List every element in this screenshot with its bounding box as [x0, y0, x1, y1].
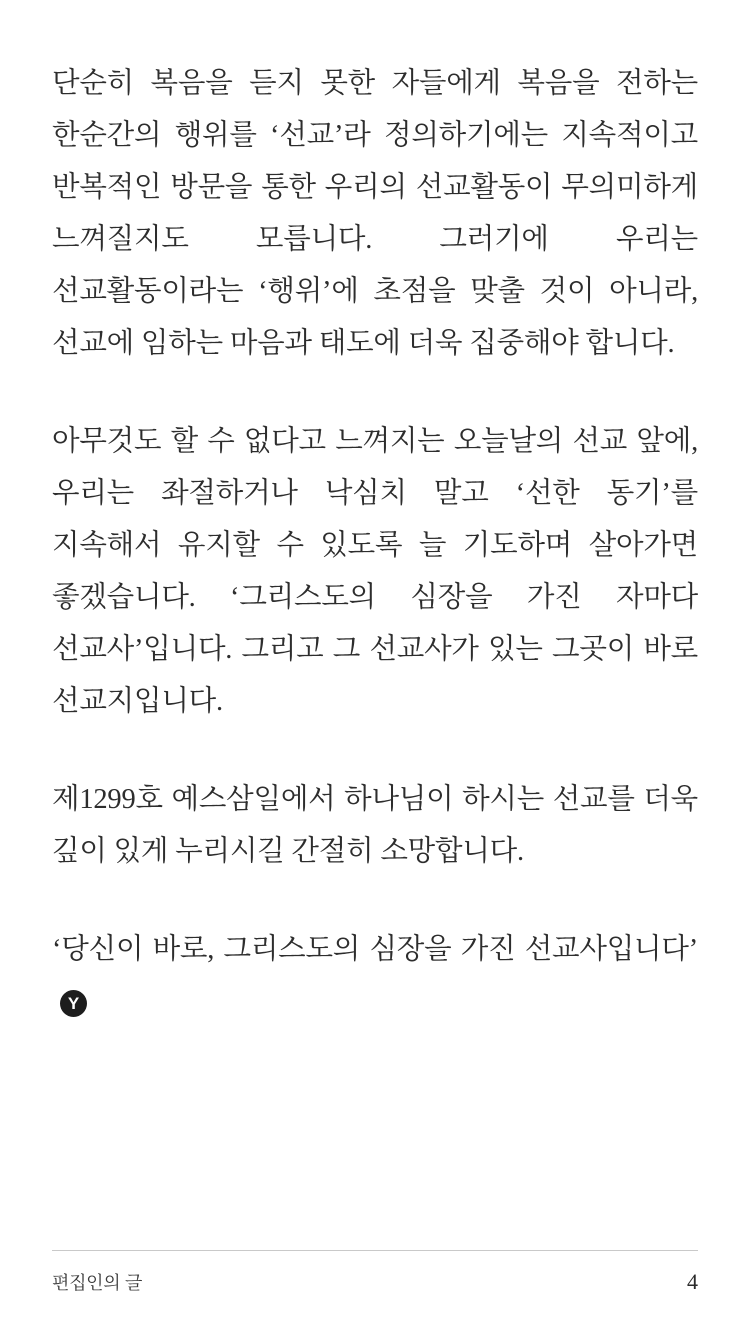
paragraph-1: 단순히 복음을 듣지 못한 자들에게 복음을 전하는 한순간의 행위를 ‘선교’라 정의하기에는 지속적이고 반복적인 방문을 통한 우리의 선교활동이 무의미하게 느껴질지도 모릅니다. 그러기에 우리는 선교활동이라는 ‘행위’에 초점을 맞출 것이 아니라, 선교에 임하는 마음과 태도에 더욱 집중해야 합니다. — [52, 68, 698, 359]
page-footer — [52, 1250, 698, 1310]
paragraph-2: 아무것도 할 수 없다고 느껴지는 오늘날의 선교 앞에, 우리는 좌절하거나 낙심치 말고 ‘선한 동기’를 지속해서 유지할 수 있도록 늘 기도하며 살아가면 좋겠습니다. ‘그리스도의 심장을 가진 자마다 선교사’입니다. 그리고 그 선교사가 있는 그곳이 바로 선교지입니다. — [52, 426, 698, 717]
paragraph-4 — [52, 924, 698, 1028]
footer-row — [52, 1269, 698, 1295]
paragraph-4-text: ‘당신이 바로, 그리스도의 심장을 가진 선교사입니다’ — [52, 934, 698, 965]
footer-page-number: 4 — [687, 1269, 698, 1294]
end-mark-icon: Y — [60, 990, 87, 1017]
article-body — [52, 58, 698, 1028]
paragraph-3: 제1299호 예스삼일에서 하나님이 하시는 선교를 더욱 깊이 있게 누리시길 간절히 소망합니다. — [52, 784, 698, 867]
footer-divider — [52, 1250, 698, 1251]
footer-section-label: 편집인의 글 — [52, 1273, 143, 1293]
